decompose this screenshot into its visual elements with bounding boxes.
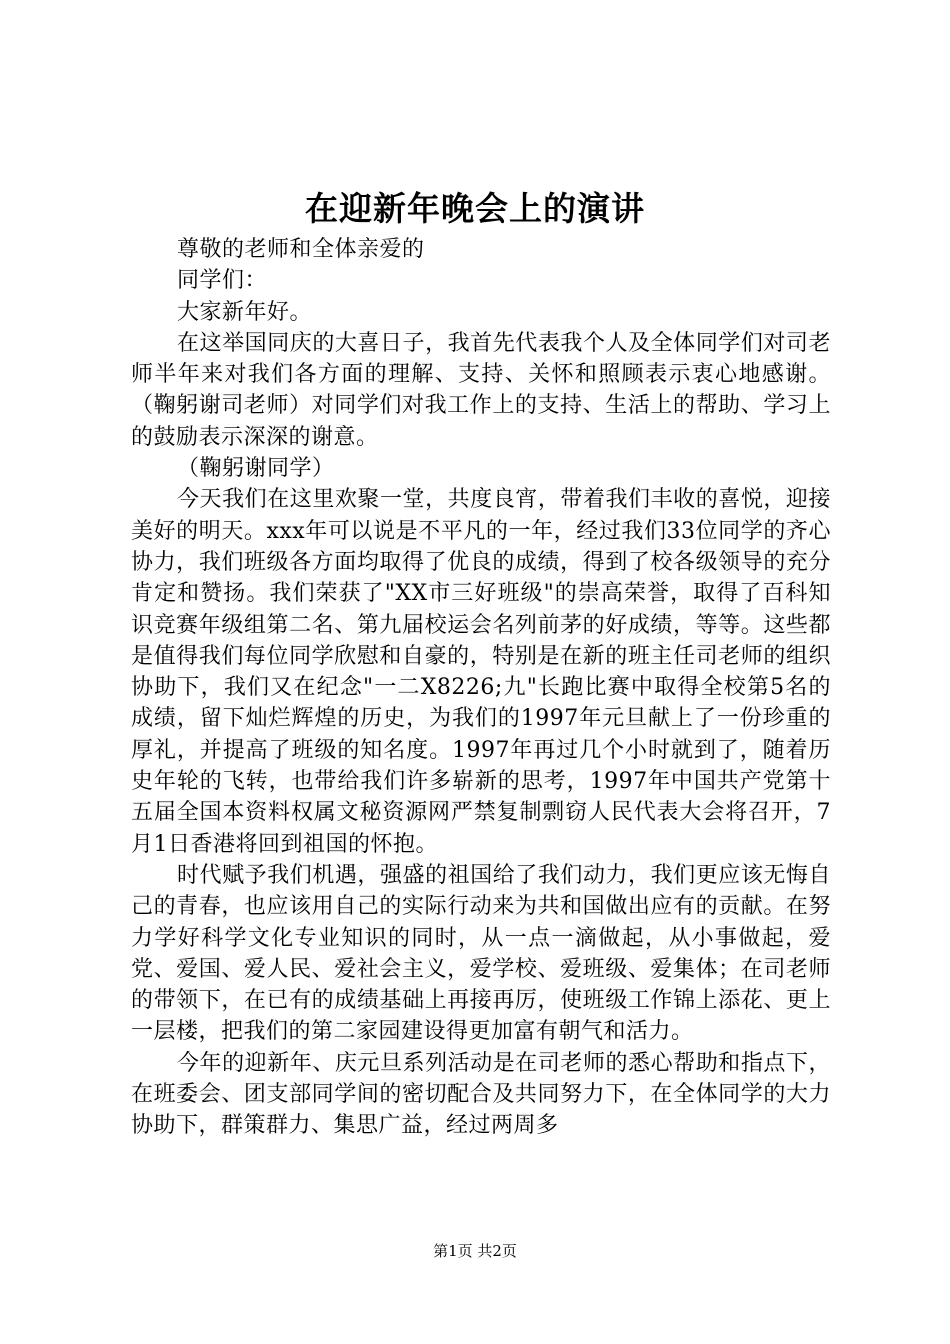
page-number-footer: 第1页 共2页: [433, 1242, 517, 1260]
salutation-line-1: 尊敬的老师和全体亲爱的: [177, 237, 425, 262]
greeting-paragraph: 大家新年好。: [177, 299, 313, 325]
document-title: 在迎新年晚会上的演讲: [305, 189, 645, 228]
body-paragraph: 今年的迎新年、庆元旦系列活动是在司老师的悉心帮助和指点下，在班委会、团支部同学间的密切配合及共同努力下，在全体同学的大力协助下，群策群力、集思广益，经过两周多: [131, 1050, 831, 1139]
body-paragraph: 时代赋予我们机遇，强盛的祖国给了我们动力，我们更应该无悔自己的青春，也应该用自己的实际行动来为共和国做出应有的贡献。在努力学好科学文化专业知识的同时，从一点一滴做起，从小事做起，爱党、爱国、爱人民、爱社会主义，爱学校、爱班级、爱集体；在司老师的带领下，在已有的成绩基础上再接再厉，使班级工作锦上添花、更上一层楼，把我们的第二家园建设得更加富有朝气和活力。: [131, 862, 831, 1045]
document-body: [131, 234, 831, 1142]
body-paragraph: （鞠躬谢同学）: [177, 456, 335, 482]
body-paragraph: 今天我们在这里欢聚一堂，共度良宵，带着我们丰收的喜悦，迎接美好的明天。xxx年可以说是不平凡的一年，经过我们33位同学的齐心协力，我们班级各方面均取得了优良的成绩，得到了校各级领导的充分肯定和赞扬。我们荣获了"XX市三好班级"的崇高荣誉，取得了百科知识竞赛年级组第二名、第九届校运会名列前茅的好成绩，等等。这些都是值得我们每位同学欣慰和自豪的，特别是在新的班主任司老师的组织协助下，我们又在纪念"一二X8226;九"长跑比赛中取得全校第5名的成绩，留下灿烂辉煌的历史，为我们的1997年元旦献上了一份珍重的厚礼，并提高了班级的知名度。1997年再过几个小时就到了，随着历史年轮的飞转，也带给我们许多崭新的思考，1997年中国共产党第十五届全国本资料权属文秘资源网严禁复制剽窃人民代表大会将召开，7月1日香港将回到祖国的怀抱。: [131, 487, 831, 857]
body-paragraph: 在这举国同庆的大喜日子，我首先代表我个人及全体同学们对司老师半年来对我们各方面的理解、支持、关怀和照顾表示衷心地感谢。（鞠躬谢司老师）对同学们对我工作上的支持、生活上的帮助、学习上的鼓励表示深深的谢意。: [131, 330, 831, 450]
salutation-line-2: 同学们：: [177, 268, 268, 294]
